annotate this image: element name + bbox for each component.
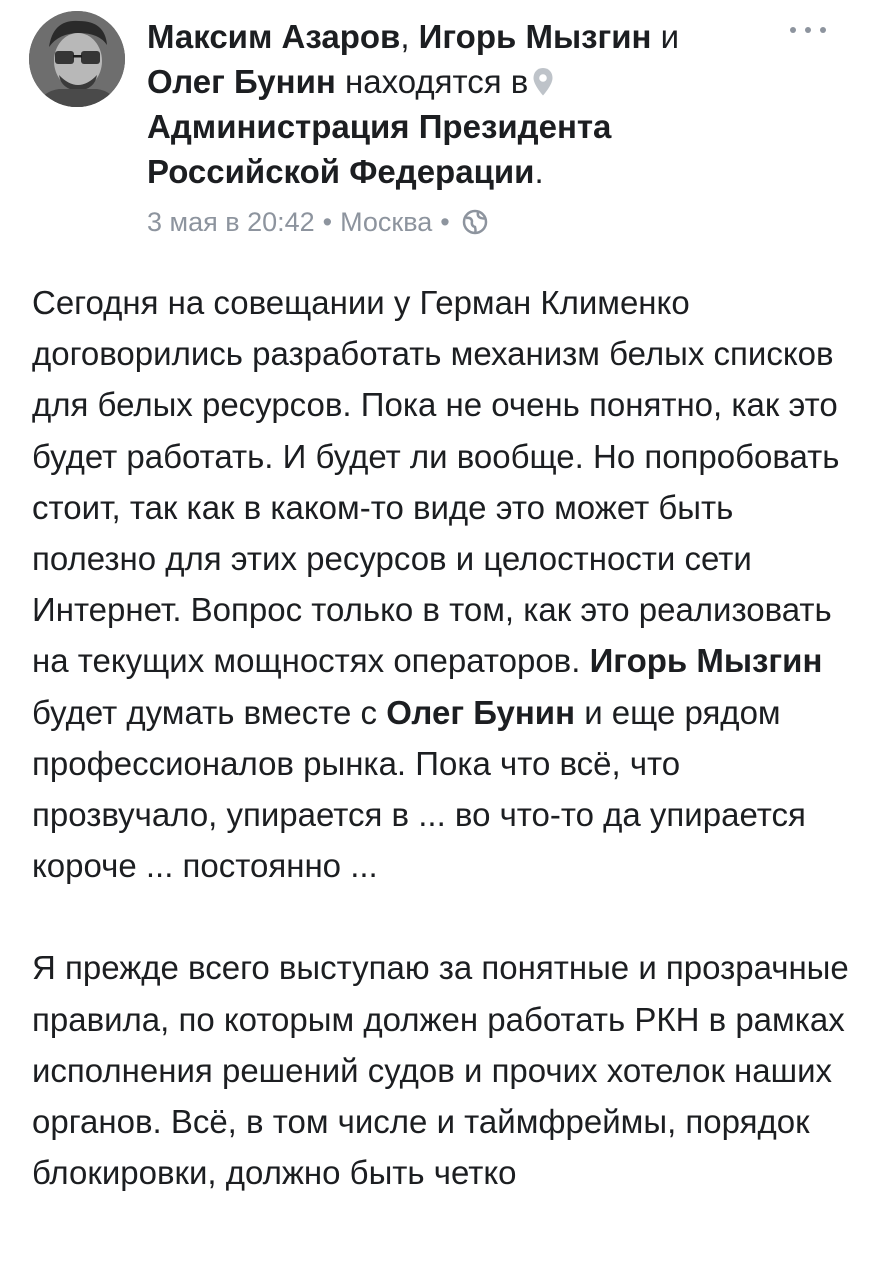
period: .: [534, 153, 544, 190]
post-paragraph-1: [32, 277, 857, 891]
post-city: Москва: [340, 207, 433, 237]
post-timestamp[interactable]: 3 мая в 20:42: [147, 207, 315, 237]
post-paragraph-2: Я прежде всего выступаю за понятные и прозрачные правила, по которым должен работать РКН в рамках исполнения решений судов и прочих хотелок наших органов. Всё, в том числе и таймфреймы, порядок блокировки, должно быть четко: [32, 949, 849, 1192]
post-meta: [147, 204, 488, 240]
and-word: и: [660, 18, 680, 55]
author-link-3[interactable]: Олег Бунин: [147, 63, 336, 100]
meta-separator: •: [322, 207, 333, 237]
paragraph-text: будет думать вместе с: [32, 693, 378, 731]
globe-icon[interactable]: [462, 209, 488, 235]
place-link[interactable]: Администрация Президента Российской Федерации: [147, 108, 612, 190]
more-icon[interactable]: [790, 22, 826, 38]
mention-link[interactable]: Игорь Мызгин: [589, 642, 823, 680]
paragraph-text: и еще рядом профессионалов рынка. Пока что всё, что прозвучало, упирается в ... во что-то да упирается короче ... постоянно ...: [32, 693, 806, 885]
meta-separator: •: [440, 207, 450, 237]
post-header: [147, 14, 787, 194]
pin-icon: [532, 67, 554, 97]
avatar[interactable]: [29, 11, 125, 107]
avatar-image: [29, 11, 125, 107]
post-text: [32, 277, 857, 1198]
author-link-2[interactable]: Игорь Мызгин: [418, 18, 652, 55]
author-link-1[interactable]: Максим Азаров: [147, 18, 401, 55]
paragraph-text: Сегодня на совещании у Герман Клименко договорились разработать механизм белых списков для белых ресурсов. Пока не очень понятно, как это будет работать. И будет ли вообще. Но попробовать стоит, так как в каком-то виде это может быть полезно для этих ресурсов и целостности сети Интернет. Вопрос только в том, как это реализовать на текущих мощностях операторов.: [32, 284, 840, 680]
comma: ,: [400, 18, 410, 55]
location-phrase: находятся в: [345, 63, 529, 100]
mention-link[interactable]: Олег Бунин: [386, 693, 576, 731]
